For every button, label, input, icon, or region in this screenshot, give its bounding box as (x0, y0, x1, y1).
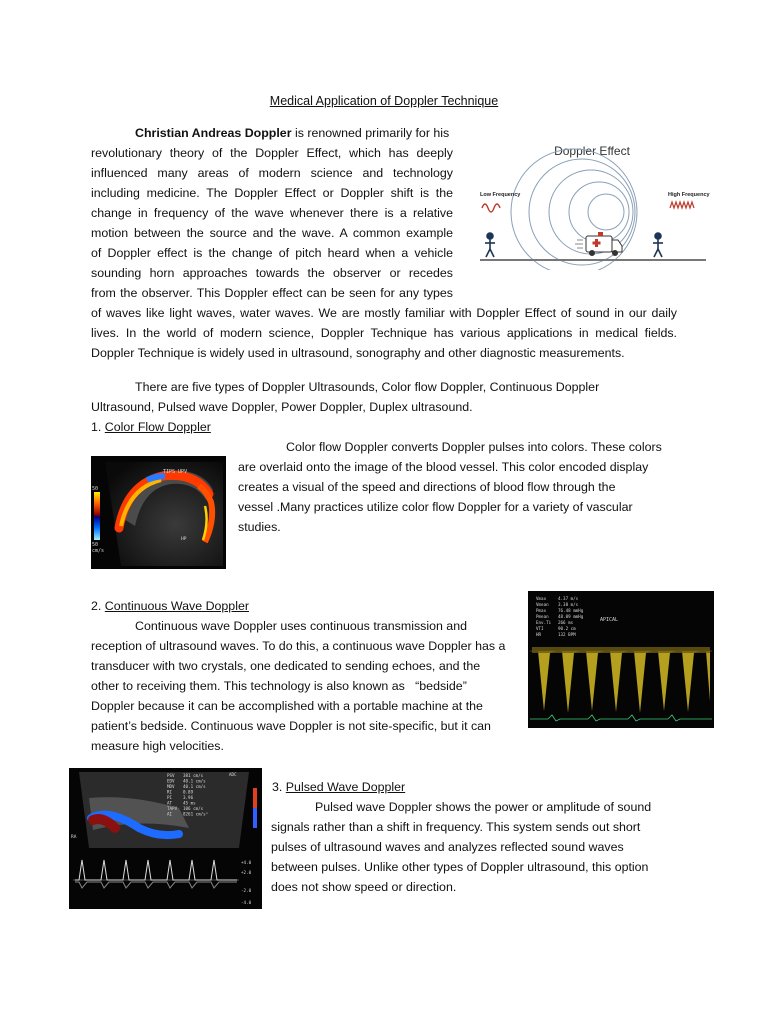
section-3-line-1: Pulsed wave Doppler shows the power or amplitude of sound (315, 800, 652, 814)
intro-line-12: Doppler Technique is widely used in ultrasound, sonography and other diagnostic measurements. (91, 346, 625, 360)
section-1-line-1: Color flow Doppler converts Doppler pulses into colors. These colors (286, 440, 662, 454)
section-2-line-1: Continuous wave Doppler uses continuous transmission and (135, 619, 467, 633)
svg-text:AT: AT (167, 800, 173, 806)
pulsed-wave-doppler-link[interactable]: Pulsed Wave Doppler (285, 780, 406, 794)
svg-text:-2.0: -2.0 (241, 888, 252, 893)
svg-text:Vmean: Vmean (536, 602, 549, 607)
svg-text:3.96: 3.96 (183, 795, 194, 800)
svg-text:Vmax: Vmax (536, 596, 547, 601)
section-1-line-2: are overlaid onto the image of the blood vessel. This color encoded display (238, 460, 649, 474)
high-frequency-label: High Frequency (668, 192, 710, 198)
color-velocity-scale (94, 492, 100, 540)
svg-text:90.2 cm: 90.2 cm (558, 626, 576, 631)
svg-text:PI: PI (167, 795, 173, 800)
ambulance-icon (575, 232, 622, 256)
svg-text:106 cm/s: 106 cm/s (183, 806, 204, 811)
section-2-line-7: measure high velocities. (91, 739, 224, 753)
page-title: Medical Application of Doppler Technique (269, 94, 499, 108)
section-2-heading: 2. Continuous Wave Doppler (91, 599, 249, 613)
svg-text:Pmean: Pmean (536, 614, 549, 619)
svg-text:VTI: VTI (536, 626, 544, 631)
section-2-line-2: reception of ultrasound waves. To do this, a continuous wave Doppler has a (91, 639, 506, 653)
scale-top-label: 50 (92, 486, 99, 492)
svg-text:+2.0: +2.0 (241, 870, 252, 875)
section-2-line-3: transducer with two crystals, one dedicated to sending echoes, and the (91, 659, 481, 673)
section-2-line-6: patient’s bedside. Continuous wave Doppler is not site-specific, but it can (91, 719, 491, 733)
intro-line-2: revolutionary theory of the Doppler Effect, which has deeply (91, 146, 453, 160)
intro-line-1: Christian Andreas Doppler is renowned primarily for his (135, 126, 450, 140)
svg-text:TAPV: TAPV (167, 806, 178, 811)
color-flow-doppler-link[interactable]: Color Flow Doppler (104, 420, 211, 434)
svg-text:4.37 m/s: 4.37 m/s (558, 596, 579, 601)
svg-text:8261 cm/s²: 8261 cm/s² (183, 811, 209, 817)
marker-label: HP (181, 537, 187, 542)
pw-label-top: ADC (229, 772, 237, 777)
high-frequency-wave-icon (670, 202, 694, 208)
intro-line-10: of waves like light waves, water waves. We are mostly familiar with Doppler Effect of sound in our daily (91, 306, 677, 320)
svg-text:48.09 mmHg: 48.09 mmHg (558, 614, 584, 619)
svg-text:Pmax: Pmax (536, 608, 547, 613)
pulsed-wave-doppler-image (69, 768, 262, 909)
section-3-line-2: signals rather than a shift in frequency. This system sends out short (271, 820, 641, 834)
doppler-effect-figure (474, 136, 710, 270)
section-3-line-3: pulses of ultrasound waves and analyzes reflected sound waves (271, 840, 624, 854)
section-1-line-4: vessel .Many practices utilize color flow Doppler for a variety of vascular (238, 500, 633, 514)
svg-text:0.89: 0.89 (183, 789, 194, 795)
section-1-line-5: studies. (238, 520, 281, 534)
intro-line-6: motion between the source and the wave. A common example (91, 226, 453, 240)
author-name: Christian Andreas Doppler (135, 126, 292, 140)
svg-text:40.1 cm/s: 40.1 cm/s (183, 778, 206, 784)
svg-text:3.38 m/s: 3.38 m/s (558, 602, 579, 607)
svg-text:+4.0: +4.0 (241, 860, 252, 865)
intro-line-5: change in frequency of the wave whenever there is a relative (91, 206, 453, 220)
section-1-heading: 1. Color Flow Doppler (91, 420, 211, 434)
doppler-effect-diagram (474, 136, 710, 270)
svg-text:132 BPM: 132 BPM (558, 632, 576, 637)
intro-line-3: influenced many areas of modern science and technology (91, 166, 453, 180)
intro-line-4: including medicine. The Doppler Effect or Doppler shift is the (91, 186, 453, 200)
types-line-2: Ultrasound, Pulsed wave Doppler, Power Doppler, Duplex ultrasound. (91, 400, 473, 414)
svg-text:381 cm/s: 381 cm/s (183, 773, 204, 778)
doppler-effect-title: Doppler Effect (554, 144, 630, 158)
section-2-line-4: other to receiving them. This technology is also known as “bedside” (91, 679, 467, 693)
section-3-line-5: does not show speed or direction. (271, 880, 457, 894)
low-frequency-wave-icon (482, 204, 500, 212)
svg-text:HR: HR (536, 632, 542, 637)
intro-line-8: sounding horn approaches towards the observer or recedes (91, 266, 453, 280)
svg-text:45 ms: 45 ms (183, 800, 196, 806)
color-flow-doppler-image (91, 456, 226, 569)
section-2-line-5: Doppler because it can be accomplished with a portable machine at the (91, 699, 483, 713)
continuous-wave-doppler-link[interactable]: Continuous Wave Doppler (104, 599, 249, 613)
svg-text:AI: AI (167, 811, 173, 817)
svg-text:40.1 cm/s: 40.1 cm/s (183, 784, 206, 789)
continuous-wave-doppler-image (528, 591, 714, 728)
pw-side-label: RA (71, 835, 77, 840)
svg-text:Env.Ti: Env.Ti (536, 620, 552, 625)
svg-text:76.48 mmHg: 76.48 mmHg (558, 608, 584, 613)
overlay-text: TIPS UPV (163, 469, 188, 475)
svg-text:RI: RI (167, 789, 173, 795)
cw-view-label: APICAL (600, 617, 619, 623)
scale-unit-label: cm/s (92, 548, 105, 554)
svg-text:266 ms: 266 ms (558, 620, 574, 625)
svg-text:MDV: MDV (167, 784, 175, 789)
intro-line-7: of Doppler effect is the change of pitch heard when a vehicle (91, 246, 453, 260)
svg-text:-4.0: -4.0 (241, 900, 252, 905)
section-3-heading: 3. Pulsed Wave Doppler (272, 780, 406, 794)
svg-text:PSV: PSV (167, 773, 175, 778)
section-1-line-3: creates a visual of the speed and directions of blood flow through the (238, 480, 616, 494)
scale-bottom-label: 50 (92, 542, 99, 548)
types-line-1: There are five types of Doppler Ultrasounds, Color flow Doppler, Continuous Doppler (135, 380, 600, 394)
svg-text:EDV: EDV (167, 778, 175, 784)
observer-right-icon (653, 233, 663, 257)
intro-line-11: lives. In the world of modern science, Doppler Technique has various applications in medical fields. (91, 326, 677, 340)
section-3-line-4: between pulses. Unlike other types of Doppler ultrasound, this option (271, 860, 649, 874)
intro-line-9: from the observer. This Doppler effect can be seen for any types (91, 286, 453, 300)
low-frequency-label: Low Frequency (480, 192, 521, 198)
observer-left-icon (485, 233, 495, 257)
